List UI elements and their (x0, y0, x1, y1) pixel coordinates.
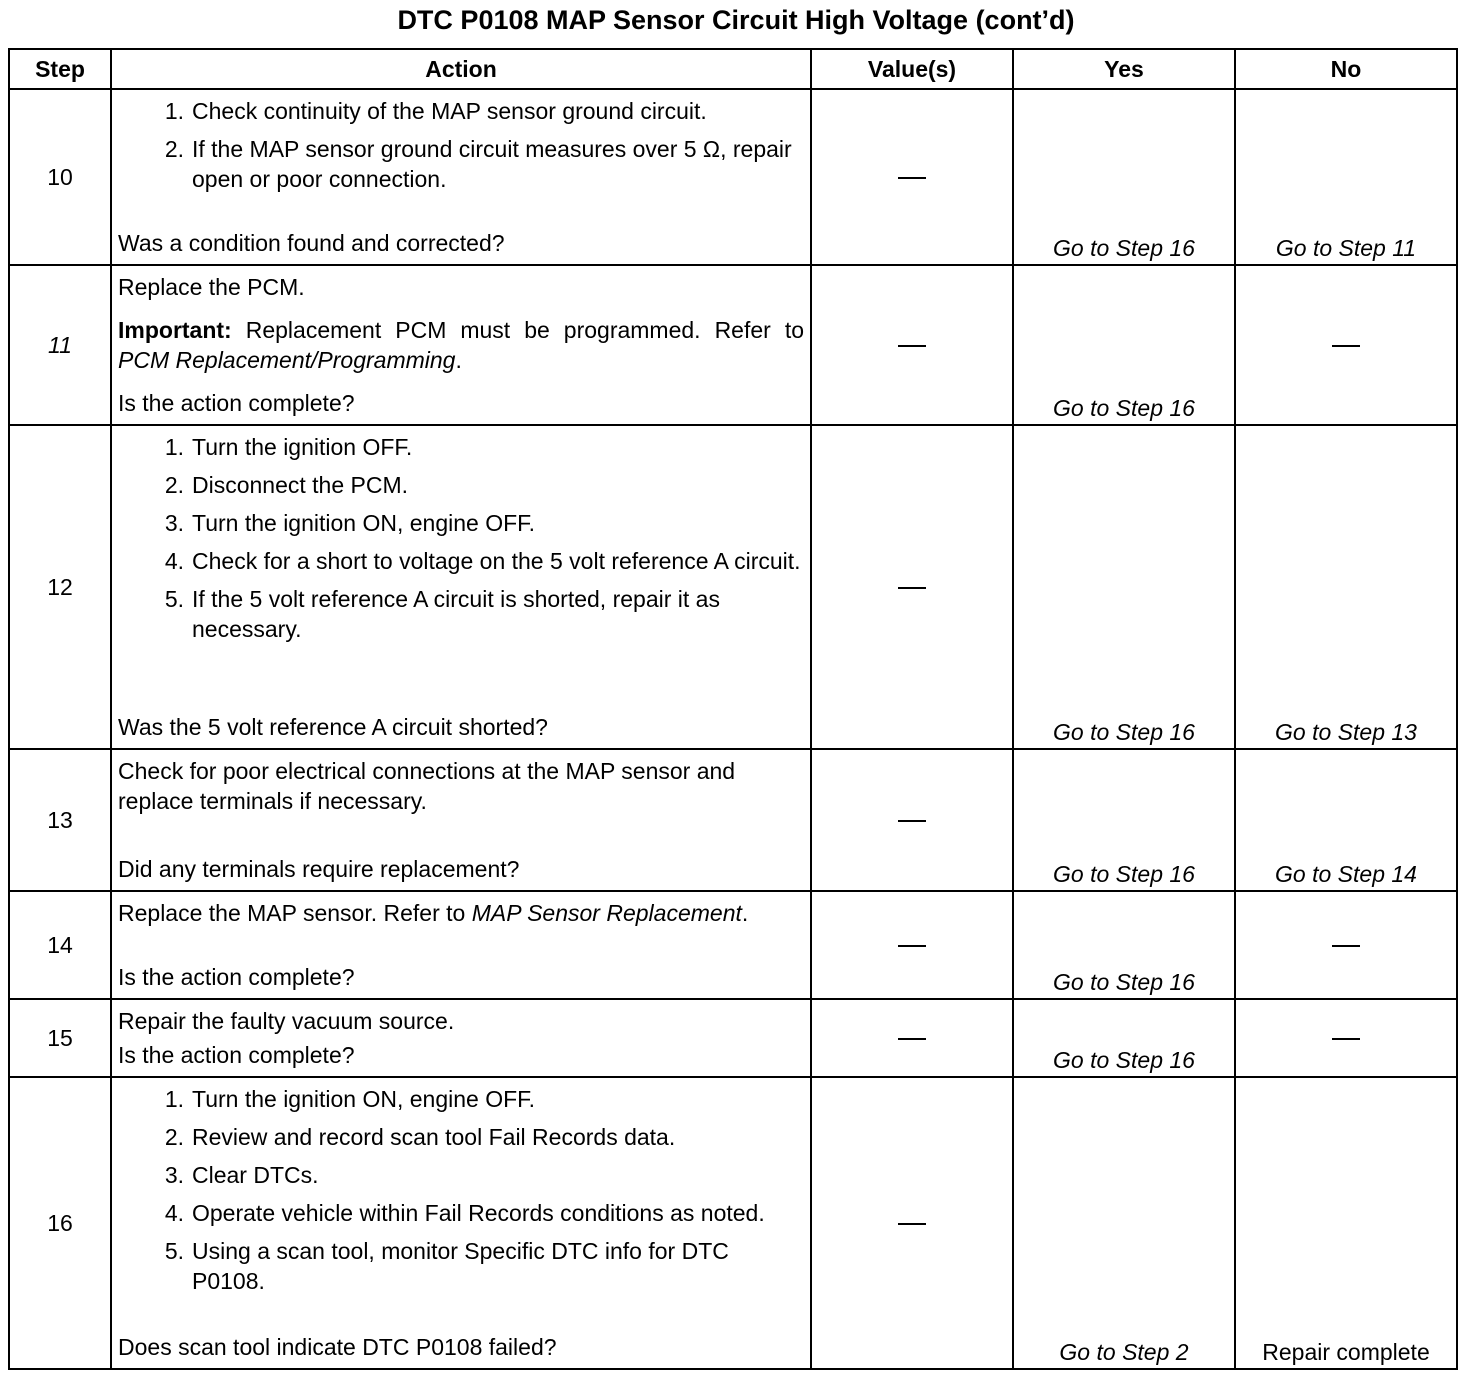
action-question: Is the action complete? (118, 1042, 355, 1068)
dash-mark (1332, 345, 1360, 347)
list-item: 4. Check for a short to voltage on the 5 volt reference A circuit. (164, 548, 801, 574)
no-cell (1235, 999, 1457, 1077)
no-link[interactable]: Go to Step 11 (1275, 235, 1417, 261)
list-item: 3. Turn the ignition ON, engine OFF. (164, 510, 536, 536)
action-question: Is the action complete? (118, 964, 355, 990)
yes-link[interactable]: Go to Step 16 (1053, 395, 1195, 421)
table-row-step-16 (9, 1077, 1457, 1369)
action-cell (111, 999, 811, 1077)
table-row-step-10 (9, 89, 1457, 265)
table-row-step-11 (9, 265, 1457, 425)
dash-mark (898, 1223, 926, 1225)
yes-link[interactable]: Go to Step 16 (1053, 861, 1195, 887)
list-item: 2. If the MAP sensor ground circuit measures over 5 Ω, repair open or poor connection. (164, 136, 792, 192)
step-number: 10 (47, 163, 73, 190)
no-link[interactable]: Go to Step 13 (1275, 719, 1417, 745)
step-number: 14 (47, 931, 73, 958)
table-row-step-15 (9, 999, 1457, 1077)
step-number: 11 (48, 331, 72, 358)
value-cell (811, 265, 1013, 425)
header-step: Step (9, 49, 111, 89)
yes-cell (1013, 425, 1235, 749)
action-question: Was a condition found and corrected? (118, 230, 505, 256)
header-values: Value(s) (811, 49, 1013, 89)
step-cell (9, 749, 111, 891)
header-no: No (1235, 49, 1457, 89)
step-cell (9, 999, 111, 1077)
step-number: 13 (47, 806, 73, 833)
action-text: Check for poor electrical connections at the MAP sensor and replace terminals if necessary. (118, 758, 736, 814)
dash-mark (898, 177, 926, 179)
yes-cell (1013, 89, 1235, 265)
diagnostic-table (8, 48, 1458, 1370)
no-cell (1235, 425, 1457, 749)
value-cell (811, 1077, 1013, 1369)
yes-cell (1013, 891, 1235, 999)
action-question: Did any terminals require replacement? (118, 856, 520, 882)
dash-mark (898, 1038, 926, 1040)
action-question: Was the 5 volt reference A circuit shorted? (118, 714, 548, 740)
reference-link[interactable]: PCM Replacement/Programming (118, 347, 456, 373)
action-cell (111, 89, 811, 265)
yes-cell (1013, 1077, 1235, 1369)
dash-mark (1332, 1038, 1360, 1040)
yes-cell (1013, 265, 1235, 425)
important-note: Important: Replacement PCM must be programmed. Refer to PCM Replacement/Programming. (118, 317, 804, 373)
list-item: 5. Using a scan tool, monitor Specific DTC info for DTC P0108. (164, 1238, 729, 1294)
value-cell (811, 425, 1013, 749)
action-text: Replace the MAP sensor. Refer to MAP Sensor Replacement. (118, 900, 749, 926)
no-cell (1235, 1077, 1457, 1369)
dash-mark (898, 820, 926, 822)
no-cell (1235, 265, 1457, 425)
header-yes: Yes (1013, 49, 1235, 89)
step-number: 12 (47, 573, 73, 600)
yes-link[interactable]: Go to Step 16 (1053, 1047, 1195, 1073)
dash-mark (898, 345, 926, 347)
action-cell (111, 425, 811, 749)
step-number: 15 (47, 1024, 73, 1051)
no-cell (1235, 891, 1457, 999)
yes-cell (1013, 999, 1235, 1077)
step-cell (9, 891, 111, 999)
yes-link[interactable]: Go to Step 16 (1053, 969, 1195, 995)
value-cell (811, 749, 1013, 891)
step-cell (9, 265, 111, 425)
list-item: 3. Clear DTCs. (164, 1162, 319, 1188)
list-item: 4. Operate vehicle within Fail Records conditions as noted. (164, 1200, 765, 1226)
table-row-step-14 (9, 891, 1457, 999)
action-question: Does scan tool indicate DTC P0108 failed? (118, 1334, 557, 1360)
value-cell (811, 999, 1013, 1077)
action-text: Repair the faulty vacuum source. (118, 1008, 455, 1034)
no-link[interactable]: Go to Step 14 (1275, 861, 1417, 887)
step-cell (9, 1077, 111, 1369)
step-number: 16 (47, 1209, 73, 1236)
yes-link[interactable]: Go to Step 16 (1053, 719, 1195, 745)
yes-link[interactable]: Go to Step 2 (1059, 1339, 1189, 1365)
header-action: Action (111, 49, 811, 89)
table-header-row (9, 49, 1457, 89)
table-row-step-12 (9, 425, 1457, 749)
dash-mark (898, 945, 926, 947)
reference-link[interactable]: MAP Sensor Replacement (471, 900, 742, 926)
no-cell (1235, 89, 1457, 265)
value-cell (811, 89, 1013, 265)
action-cell (111, 749, 811, 891)
dash-mark (1332, 945, 1360, 947)
list-item: 1. Turn the ignition OFF. (164, 434, 413, 460)
action-cell (111, 891, 811, 999)
list-item: 1. Check continuity of the MAP sensor ground circuit. (164, 98, 707, 124)
action-cell (111, 1077, 811, 1369)
step-cell (9, 89, 111, 265)
no-cell (1235, 749, 1457, 891)
page-title: DTC P0108 MAP Sensor Circuit High Voltage (cont’d) (397, 5, 1075, 35)
action-cell (111, 265, 811, 425)
no-result: Repair complete (1262, 1339, 1430, 1365)
list-item: 2. Disconnect the PCM. (164, 472, 409, 498)
dash-mark (898, 587, 926, 589)
step-cell (9, 425, 111, 749)
list-item: 1. Turn the ignition ON, engine OFF. (164, 1086, 536, 1112)
table-row-step-13 (9, 749, 1457, 891)
yes-cell (1013, 749, 1235, 891)
list-item: 2. Review and record scan tool Fail Records data. (164, 1124, 676, 1150)
action-question: Is the action complete? (118, 390, 355, 416)
action-text: Replace the PCM. (118, 274, 305, 300)
list-item: 5. If the 5 volt reference A circuit is shorted, repair it as necessary. (164, 586, 720, 642)
yes-link[interactable]: Go to Step 16 (1053, 235, 1195, 261)
value-cell (811, 891, 1013, 999)
